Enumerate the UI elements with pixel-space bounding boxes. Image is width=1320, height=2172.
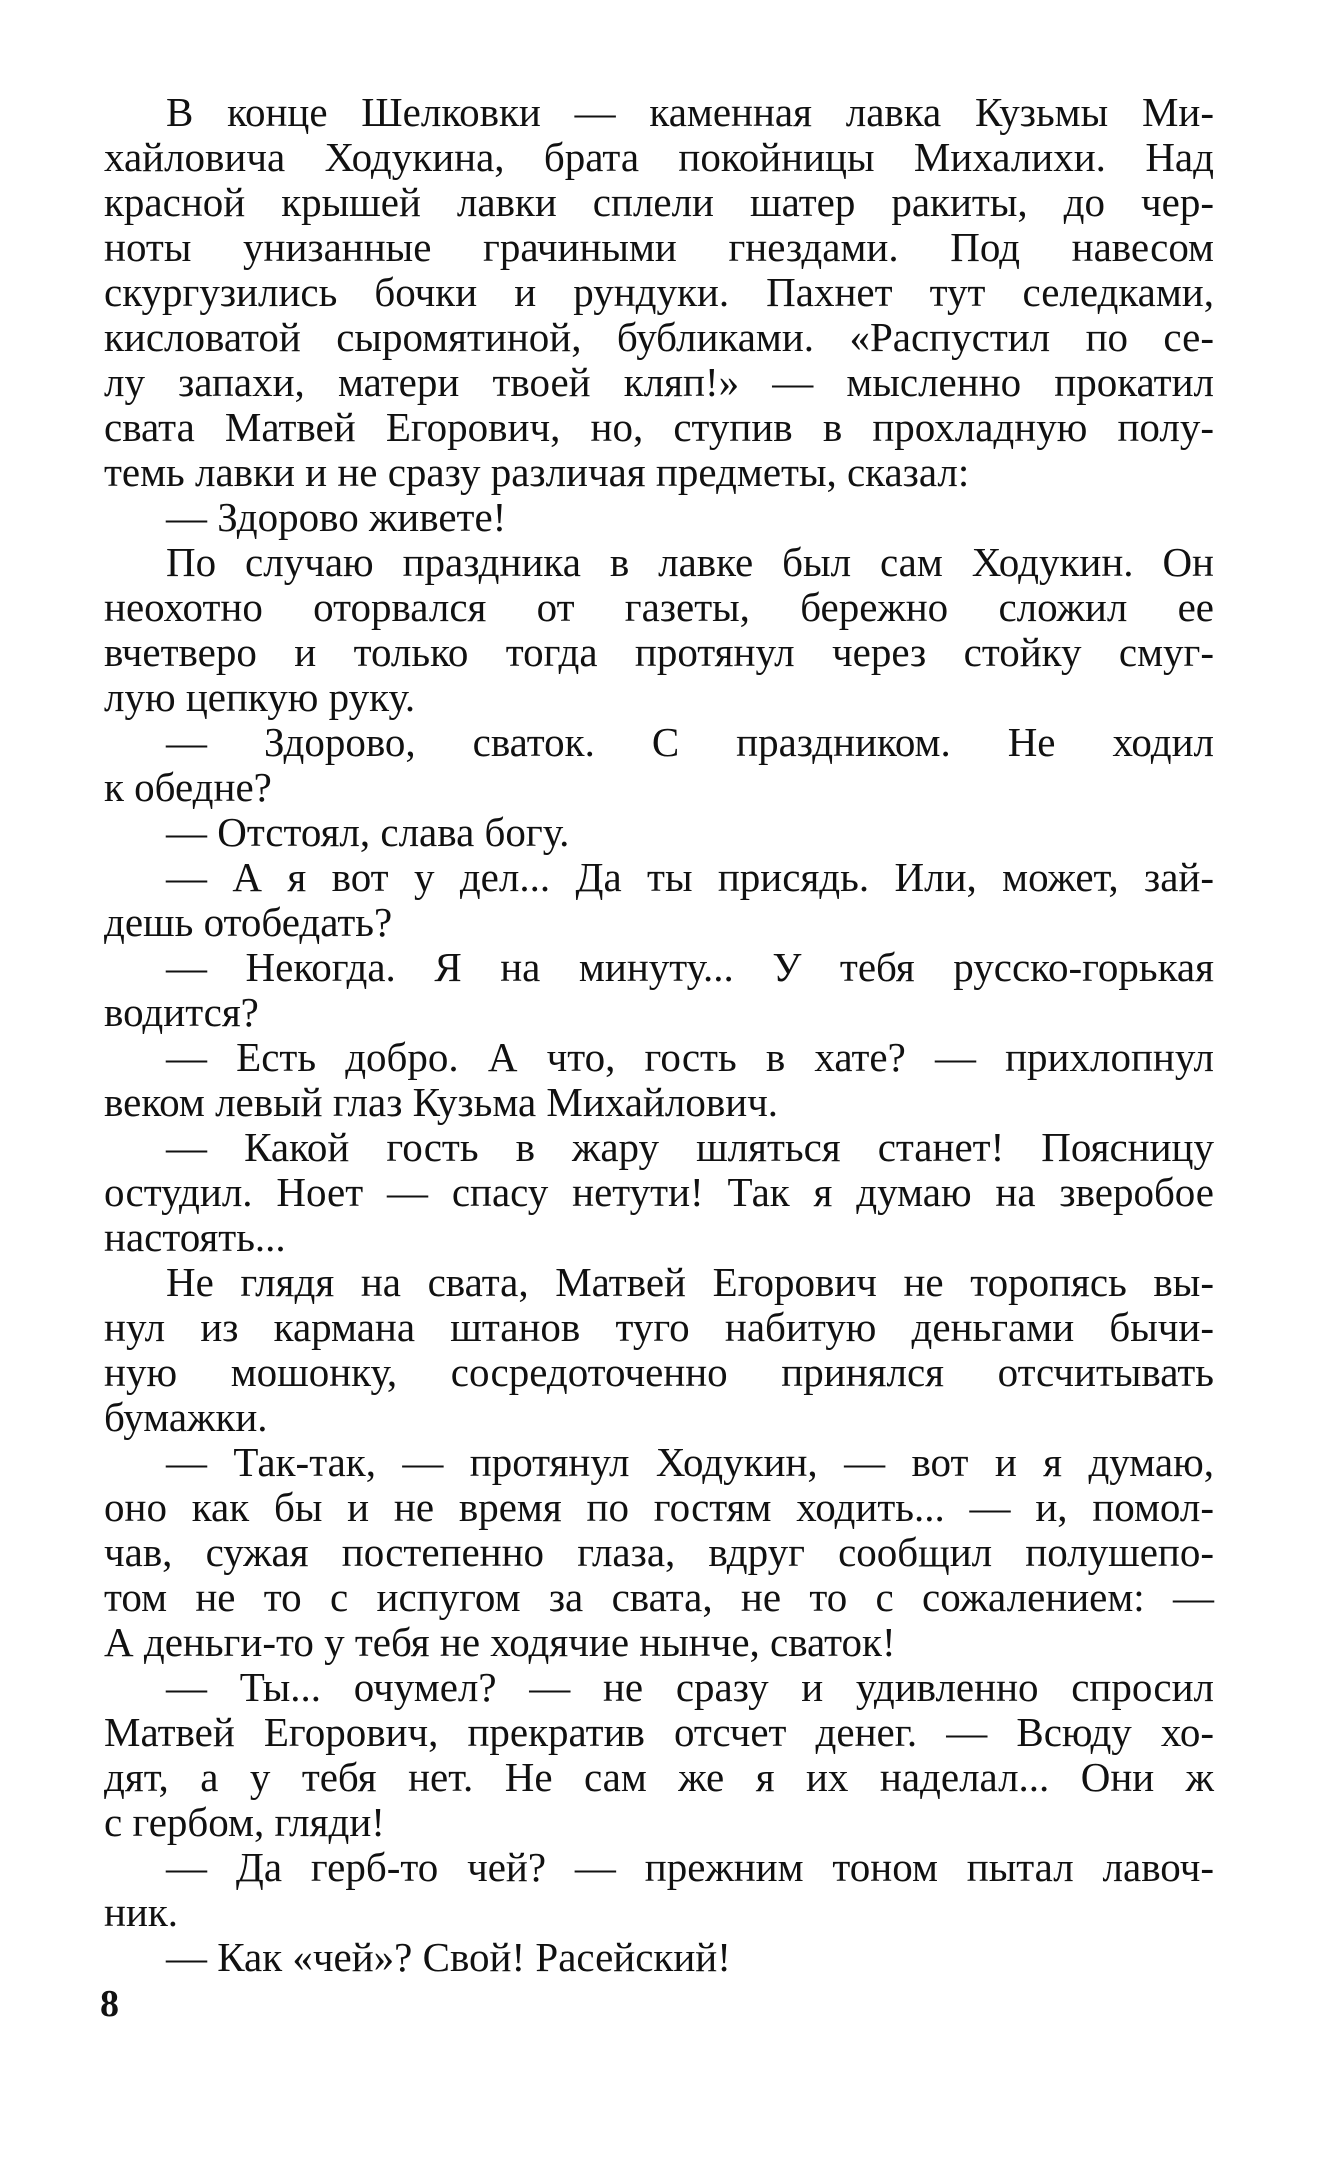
text-line: красной крышей лавки сплели шатер ракиты, до чер- [104,179,1214,225]
text-line: — Ты... очумел? — не сразу и удивленно спросил [166,1664,1214,1710]
text-line: с гербом, гляди! [104,1799,385,1845]
text-line: — Здорово живете! [166,494,507,540]
text-line: — Есть добро. А что, гость в хате? — прихлопнул [166,1034,1214,1080]
text-line: хайловича Ходукина, брата покойницы Михалихи. Над [104,134,1214,180]
text-line: — Какой гость в жару шляться станет! Поясницу [166,1124,1214,1170]
text-line: скургузились бочки и рундуки. Пахнет тут селедками, [104,269,1214,315]
text-line: чав, сужая постепенно глаза, вдруг сообщил полушепо- [104,1529,1214,1575]
text-line: темь лавки и не сразу различая предметы, сказал: [104,449,970,495]
text-line: — Некогда. Я на минуту... У тебя русско-горькая [166,944,1214,990]
text-line: — Да герб-то чей? — прежним тоном пытал лавоч- [166,1844,1214,1890]
text-line: По случаю праздника в лавке был сам Ходукин. Он [166,539,1214,585]
text-line: настоять... [104,1214,286,1260]
text-line: бумажки. [104,1394,268,1440]
text-line: водится? [104,989,259,1035]
text-line: кисловатой сыромятиной, бубликами. «Распустил по се- [104,314,1214,360]
text-line: вчетверо и только тогда протянул через стойку смуг- [104,629,1214,675]
text-line: том не то с испугом за свата, не то с сожалением: — [104,1574,1214,1620]
text-line: Не глядя на свата, Матвей Егорович не торопясь вы- [166,1259,1214,1305]
text-line: В конце Шелковки — каменная лавка Кузьмы Ми- [166,89,1214,135]
text-line: остудил. Ноет — спасу нетути! Так я думаю на зверобое [104,1169,1214,1215]
text-line: веком левый глаз Кузьма Михайлович. [104,1079,779,1125]
text-line: лую цепкую руку. [104,674,416,720]
text-line: — Так-так, — протянул Ходукин, — вот и я думаю, [166,1439,1214,1485]
text-line: ную мошонку, сосредоточенно принялся отсчитывать [104,1349,1214,1395]
text-line: дят, а у тебя нет. Не сам же я их наделал... Они ж [104,1754,1214,1800]
text-line: — А я вот у дел... Да ты присядь. Или, может, зай- [166,854,1214,900]
page-body [104,90,1214,1980]
text-line: лу запахи, матери твоей кляп!» — мысленно прокатил [104,359,1214,405]
text-line: — Как «чей»? Свой! Расейский! [166,1934,731,1980]
text-line: оно как бы и не время по гостям ходить... — и, помол- [104,1484,1214,1530]
text-line: — Здорово, сваток. С праздником. Не ходил [166,719,1214,765]
text-line: — Отстоял, слава богу. [166,809,570,855]
page-number: 8 [100,1983,119,2025]
text-line: неохотно оторвался от газеты, бережно сложил ее [104,584,1214,630]
text-line: Матвей Егорович, прекратив отсчет денег. — Всюду хо- [104,1709,1214,1755]
text-line: дешь отобедать? [104,899,393,945]
text-line: нул из кармана штанов туго набитую деньгами бычи- [104,1304,1214,1350]
text-line: к обедне? [104,764,272,810]
text-line: ноты унизанные грачиными гнездами. Под навесом [104,224,1214,270]
text-line: свата Матвей Егорович, но, ступив в прохладную полу- [104,404,1214,450]
text-line: А деньги-то у тебя не ходячие нынче, сваток! [104,1619,896,1665]
text-line: ник. [104,1889,179,1935]
